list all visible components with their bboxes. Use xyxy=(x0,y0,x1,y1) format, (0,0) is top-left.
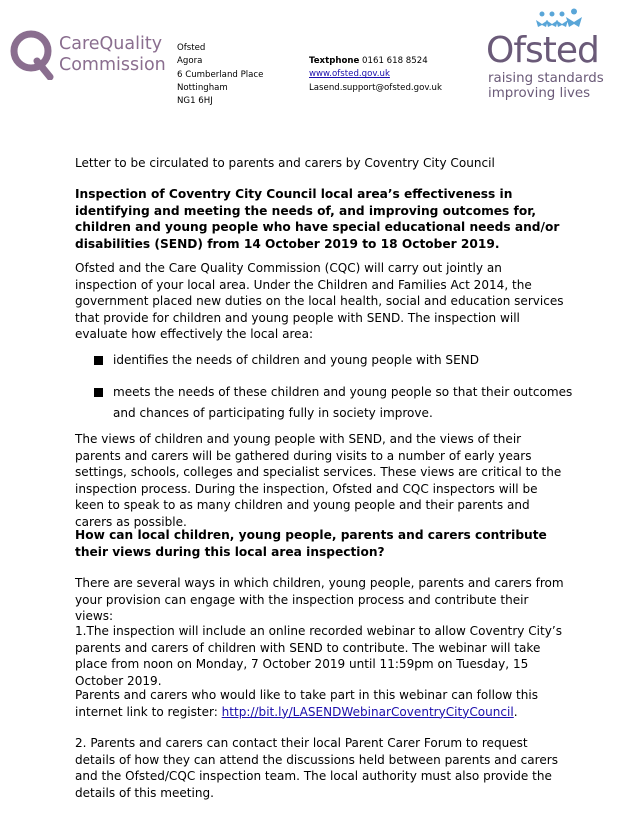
letter-heading: Inspection of Coventry City Council local area’s effectiveness in identifying and meeting the needs of, and improving outcomes for, children and young people who have special educational needs and/or disabilities (SEND) from 14 October 2019 to 18 October 2019. xyxy=(75,187,560,251)
cqc-q-icon xyxy=(10,28,56,80)
paragraph-1: Ofsted and the Care Quality Commission (CQC) will carry out jointly an inspection of your local area. Under the Children and Families Act 2014, the government placed new duties on the local health, social and education services that provide for children and young people with SEND. The inspection will evaluate how effectively the local area: xyxy=(75,261,564,341)
paragraph-3: There are several ways in which children, young people, parents and carers from your provision can engage with the inspection process and contribute their views: xyxy=(75,576,564,623)
ofsted-wordmark: Ofsted xyxy=(486,30,599,71)
bullet-item: meets the needs of these children and young people so that their outcomes and chances of participating fully in society improve. xyxy=(113,385,573,420)
website-link[interactable]: www.ofsted.gov.uk xyxy=(309,69,390,80)
ofsted-address xyxy=(177,42,263,108)
ofsted-tagline: raising standards improving lives xyxy=(488,71,604,101)
section-heading: How can local children, young people, parents and carers contribute their views during this local area inspection? xyxy=(75,528,547,559)
textphone-line: Textphone 0161 618 8524 xyxy=(309,56,428,66)
address-line: 6 Cumberland Place xyxy=(177,69,264,80)
cqc-logo xyxy=(10,28,180,83)
address-line: Ofsted xyxy=(177,43,206,53)
bullet-item: identifies the needs of children and young people with SEND xyxy=(113,353,479,367)
address-line: Nottingham xyxy=(177,82,228,93)
paragraph-4: 1.The inspection will include an online recorded webinar to allow Coventry City’s parents and carers of children with SEND to contribute. The webinar will take place from noon on Monday, 7 October 2019 until 11:59pm on Tuesday, 15 October 2019. xyxy=(75,624,562,688)
ofsted-logo xyxy=(486,8,611,103)
bullet-icon xyxy=(94,356,103,365)
address-line: NG1 6HJ xyxy=(177,96,213,107)
cqc-wordmark: CareQuality Commission xyxy=(59,34,166,75)
webinar-register-link[interactable]: http://bit.ly/LASENDWebinarCoventryCityCouncil xyxy=(221,704,514,719)
bullet-icon xyxy=(94,388,103,397)
paragraph-2: The views of children and young people with SEND, and the views of their parents and carers will be gathered during visits to a number of early years settings, schools, colleges and specialist services. These views are critical to the inspection process. During the inspection, Ofsted and CQC inspectors will be keen to speak to as many children and young people and their parents and carers as possible. xyxy=(75,432,562,529)
email-address: Lasend.support@ofsted.gov.uk xyxy=(309,82,442,93)
letter-intro: Letter to be circulated to parents and carers by Coventry City Council xyxy=(75,156,495,170)
paragraph-5: Parents and carers who would like to take part in this webinar can follow this internet link to register: http://bit.ly/LASENDWebinarCoventryCityCouncil. xyxy=(75,688,539,719)
contact-details xyxy=(309,55,442,95)
paragraph-6: 2. Parents and carers can contact their local Parent Carer Forum to request details of how they can attend the discussions held between parents and carers and the Ofsted/CQC inspection team. The local authority must also provide the details of this meeting. xyxy=(75,736,558,800)
address-line: Agora xyxy=(177,56,203,67)
